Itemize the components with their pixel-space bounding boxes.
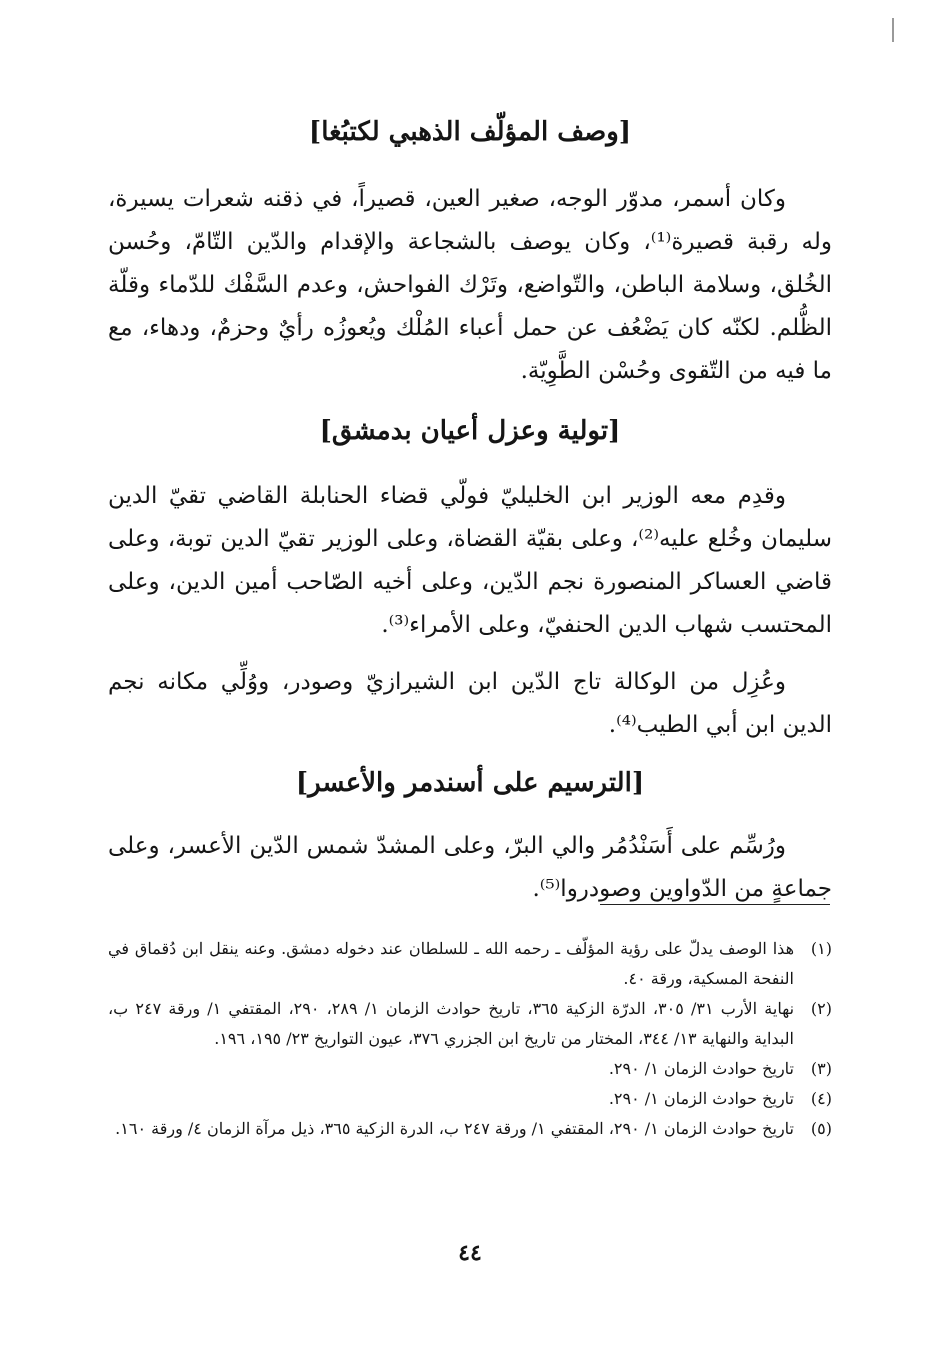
footnote-separator	[600, 904, 830, 905]
footnote-number: (١)	[810, 939, 832, 958]
footnote-item	[108, 994, 832, 1054]
page-number: ٤٤	[458, 1240, 482, 1266]
footnotes	[108, 934, 832, 1144]
footnote-number: (٣)	[810, 1059, 832, 1078]
paragraph-custody: ورُسِّم على أَسَنْدُمُر والي البرّ، وعلى المشدّ شمس الدّين الأعسر، وعلى جماعةٍ من الدّواوين وصودروا⁽⁵⁾.	[108, 833, 832, 902]
main-text	[108, 108, 832, 911]
section-heading-author-description: [وصف المؤلّف الذهبي لكتبُغا]	[308, 117, 632, 147]
footnote-text: تاريخ حوادث الزمان ١/ ٢٩٠.	[608, 1089, 794, 1108]
footnote-text: تاريخ حوادث الزمان ١/ ٢٩٠.	[608, 1059, 794, 1078]
footnote-number: (٢)	[810, 999, 832, 1018]
section-heading-custody: [الترسيم على أسندمر والأعسر]	[295, 768, 645, 798]
paragraph-dismissal: وعُزِل من الوكالة تاج الدّين ابن الشيرازيّ وصودر، ووُلِّي مكانه نجم الدين ابن أبي الطيب⁽⁴⁾.	[108, 669, 832, 738]
paragraph-appointments: وقدِم معه الوزير ابن الخليليّ فولّي قضاء الحنابلة القاضي تقيّ الدين سليمان وخُلع عليه⁽²⁾، وعلى بقيّة القضاة، وعلى الوزير تقيّ الدين توبة، وعلى قاضي العساكر المنصورة نجم الدّين، وعلى أخيه الصّاحب أمين الدين، وعلى المحتسب شهاب الدين الحنفيّ، وعلى الأمراء⁽³⁾.	[108, 483, 832, 638]
footnote-text: تاريخ حوادث الزمان ١/ ٢٩٠، المقتفي ١/ ورقة ٢٤٧ ب، الدرة الزكية ٣٦٥، ذيل مرآة الزمان ٤/ ورقة ١٦٠.	[115, 1119, 794, 1138]
footnote-number: (٥)	[810, 1119, 832, 1138]
footnote-text: نهاية الأرب ٣١/ ٣٠٥، الدرّة الزكية ٣٦٥، تاريخ حوادث الزمان ١/ ٢٨٩، ٢٩٠، المقتفي ١/ ورقة ٢٤٧ ب، البداية والنهاية ١٣/ ٣٤٤، المختار من تاريخ ابن الجزري ٣٧٦، عيون التواريخ ٢٣/ ١٩٥، ١٩٦.	[108, 999, 795, 1048]
paragraph-author-description: وكان أسمر، مدوّر الوجه، صغير العين، قصيراً، في ذقنه شعرات يسيرة، وله رقبة قصيرة⁽¹⁾، وكان يوصف بالشجاعة والإقدام والدّين التّامّ، وحُسن الخُلق، وسلامة الباطن، والتّواضع، وتَرْك الفواحش، وعدم السَّفْك للدّماء وقلّة الظُّلم. لكنّه كان يَضْعُف عن حمل أعباء المُلْك ويُعوزُه رأيٌ وحزمٌ، ودهاء، مع ما فيه من التّقوى وحُسْن الطَّوِيّة.	[108, 186, 832, 384]
footnote-text: هذا الوصف يدلّ على رؤية المؤلّف ـ رحمه الله ـ للسلطان عند دخوله دمشق. وعنه ينقل ابن دُقماق في النفحة المسكية، ورقة ٤٠.	[108, 939, 794, 988]
footnote-item	[108, 934, 832, 994]
footnote-item	[108, 1054, 832, 1084]
footnote-item	[108, 1114, 832, 1144]
scan-corner-mark	[892, 18, 894, 42]
footnote-item	[108, 1084, 832, 1114]
footnote-number: (٤)	[810, 1089, 832, 1108]
section-heading-appointments: [تولية وعزل أعيان بدمشق]	[319, 416, 621, 446]
